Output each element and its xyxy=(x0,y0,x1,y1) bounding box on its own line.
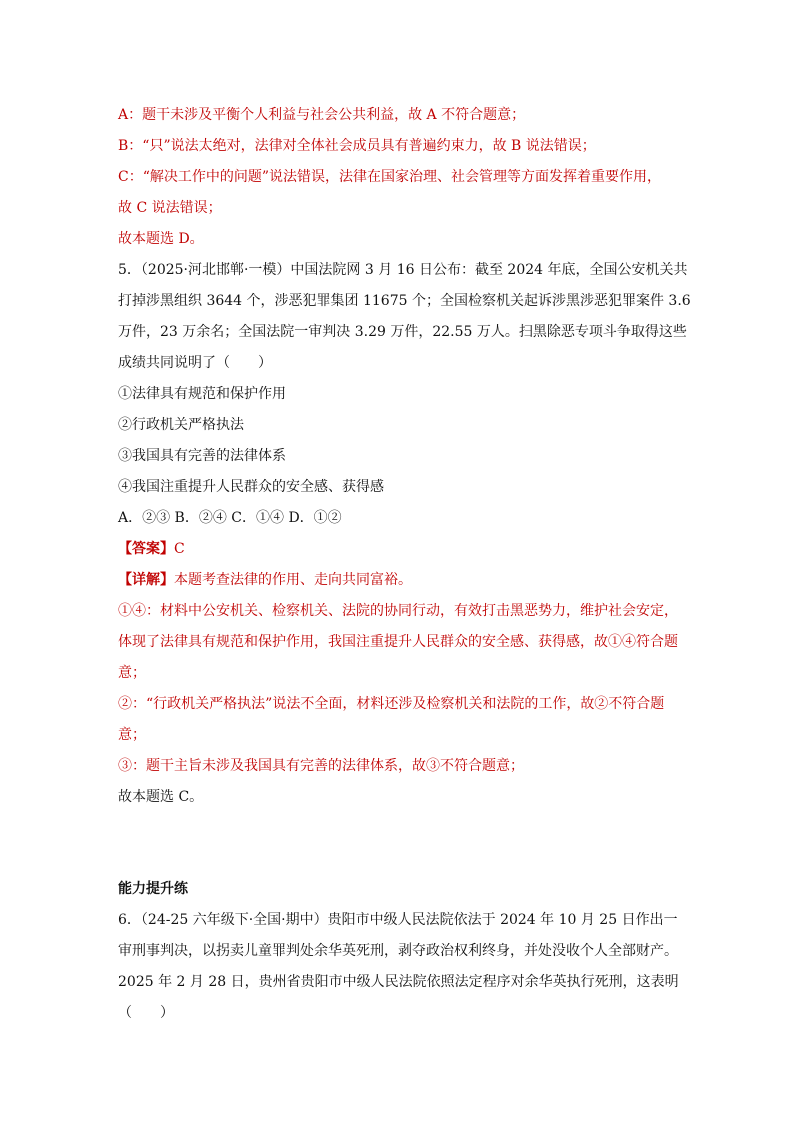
q5-option-4: ④我国注重提升人民群众的安全感、获得感 xyxy=(118,479,384,495)
explanation-option-c-cont: 故 C 说法错误； xyxy=(118,200,222,216)
q5-answer xyxy=(118,539,185,559)
q6-stem-line-2: 审刑事判决，以拐卖儿童罪判处余华英死刑，剥夺政治权利终身，并处没收个人全部财产。 xyxy=(118,943,678,959)
q5-explain-line-6: ③：题干主旨未涉及我国具有完善的法律体系，故③不符合题意； xyxy=(118,758,524,774)
detail-tag: 【详解】 xyxy=(118,572,174,588)
q5-stem-line-4: 成绩共同说明了（ ） xyxy=(118,355,272,371)
q5-stem-line-2: 打掉涉黑组织 3644 个，涉恶犯罪集团 11675 个；全国检察机关起诉涉黑涉恶犯罪案件 3.6 xyxy=(118,293,691,309)
q5-explain-line-3: 意； xyxy=(118,665,146,681)
q5-explain-line-5: 意； xyxy=(118,727,146,743)
answer-value: C xyxy=(174,541,185,557)
q5-option-2: ②行政机关严格执法 xyxy=(118,417,244,433)
q5-explain-line-2: 体现了法律具有规范和保护作用，我国注重提升人民群众的安全感、获得感，故①④符合题 xyxy=(118,634,678,650)
section-title: 能力提升练 xyxy=(118,881,188,897)
q6-stem-line-1: 6．（24-25 六年级下·全国·期中）贵阳市中级人民法院依法于 2024 年 10 月 25 日作出一 xyxy=(118,912,678,928)
q5-detail xyxy=(118,570,412,590)
explanation-option-a: A：题干未涉及平衡个人利益与社会公共利益，故 A 不符合题意； xyxy=(118,107,526,123)
q5-conclusion: 故本题选 C。 xyxy=(118,789,204,805)
explanation-option-b: B：“只”说法太绝对，法律对全体社会成员具有普遍约束力，故 B 说法错误； xyxy=(118,138,596,154)
q5-stem-line-1: 5．（2025·河北邯郸·一模）中国法院网 3 月 16 日公布：截至 2024 年底，全国公安机关共 xyxy=(118,262,688,278)
detail-text: 本题考查法律的作用、走向共同富裕。 xyxy=(174,572,412,588)
q5-option-1: ①法律具有规范和保护作用 xyxy=(118,386,286,402)
q5-explain-line-1: ①④：材料中公安机关、检察机关、法院的协同行动，有效打击黑恶势力，维护社会安定， xyxy=(118,603,678,619)
q6-stem-line-3: 2025 年 2 月 28 日，贵州省贵阳市中级人民法院依照法定程序对余华英执行死刑，这表明 xyxy=(118,974,679,990)
explanation-option-c: C：“解决工作中的问题”说法错误，法律在国家治理、社会管理等方面发挥着重要作用， xyxy=(118,169,662,185)
answer-tag: 【答案】 xyxy=(118,541,174,557)
q6-stem-line-4: （ ） xyxy=(118,1005,174,1021)
q5-stem-line-3: 万件，23 万余名；全国法院一审判决 3.29 万件，22.55 万人。扫黑除恶专项斗争取得这些 xyxy=(118,324,687,340)
prev-answer-conclusion: 故本题选 D。 xyxy=(118,231,204,247)
q5-option-3: ③我国具有完善的法律体系 xyxy=(118,448,286,464)
q5-explain-line-4: ②：“行政机关严格执法”说法不全面，材料还涉及检察机关和法院的工作，故②不符合题 xyxy=(118,696,665,712)
q5-choices: A．②③ B．②④ C．①④ D．①② xyxy=(118,510,342,526)
